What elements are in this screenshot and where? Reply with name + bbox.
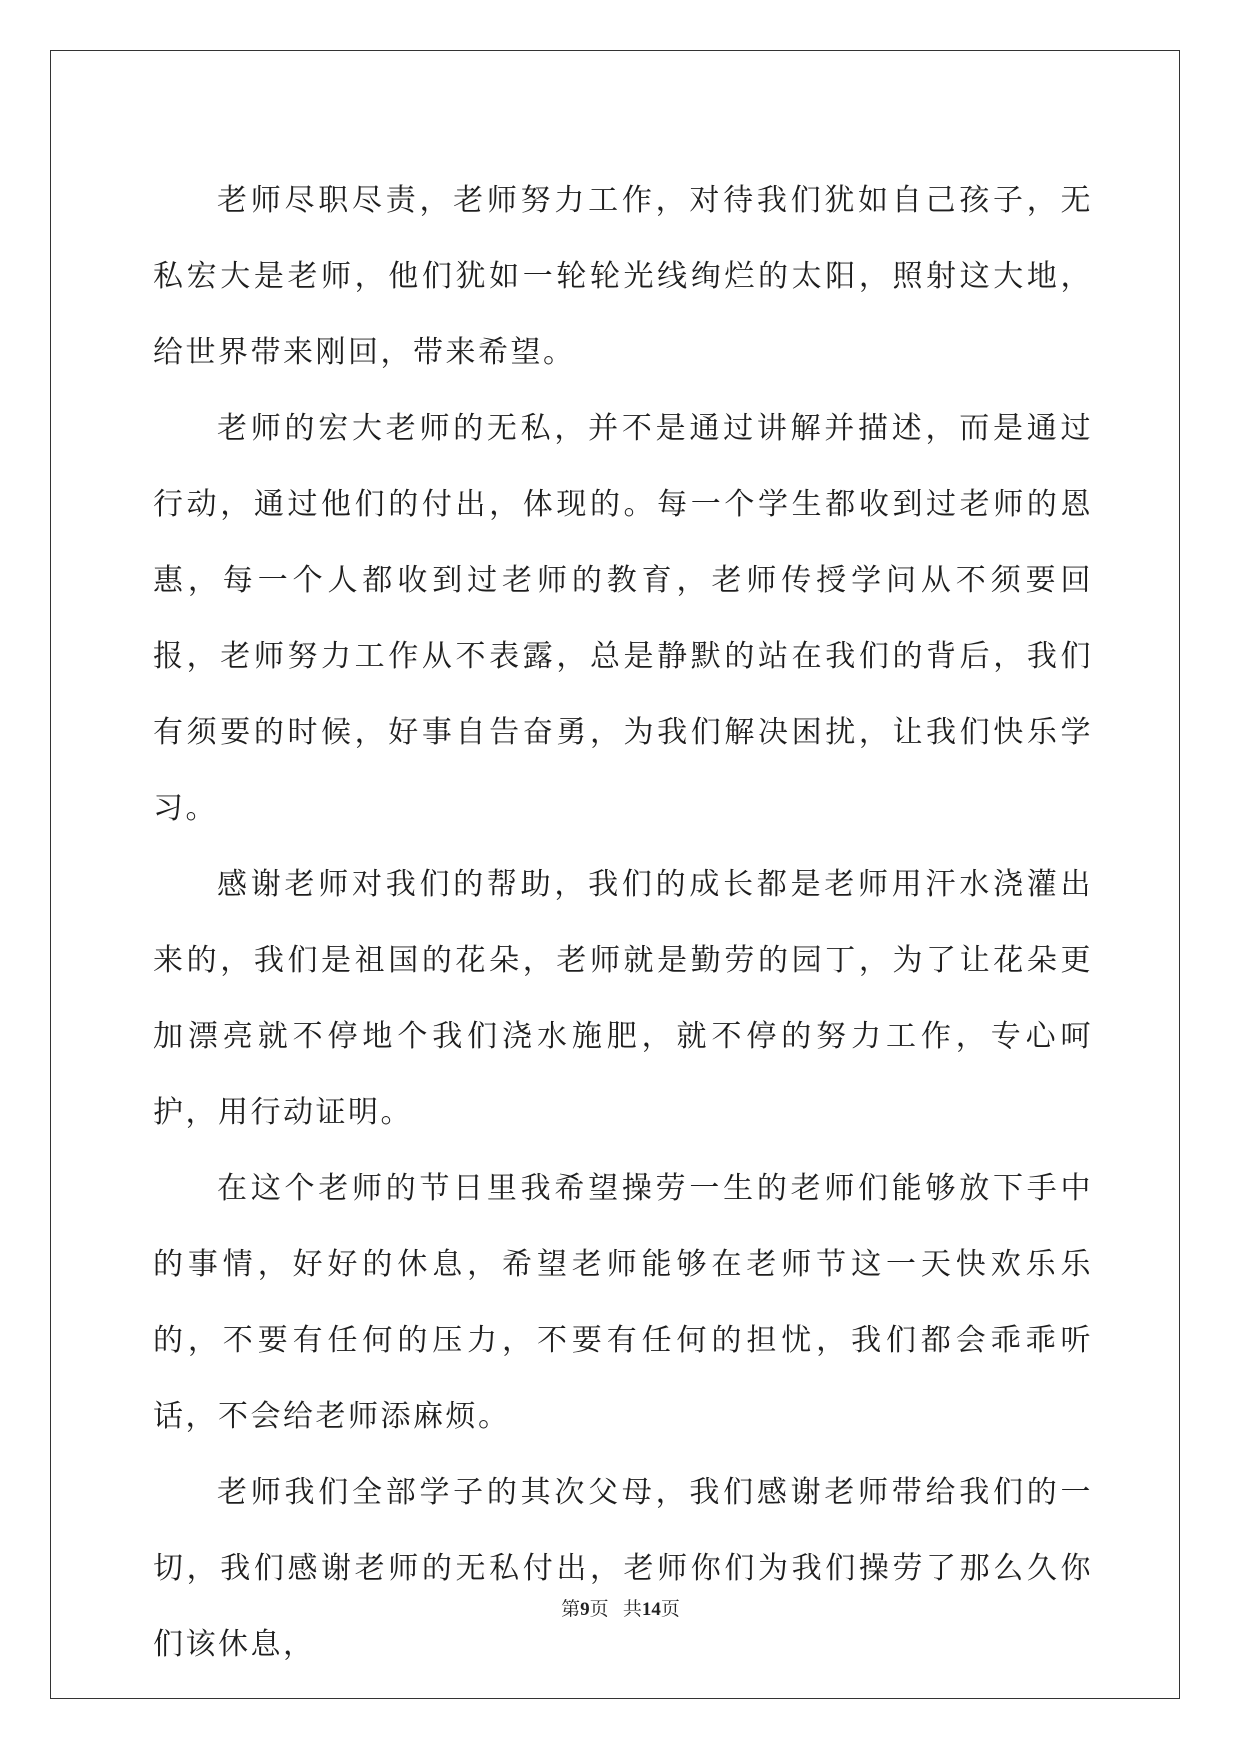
page-prefix: 第 — [561, 1599, 581, 1620]
page-suffix: 页 — [589, 1599, 609, 1620]
total-pages: 14 — [641, 1599, 661, 1620]
document-body — [153, 163, 1093, 1683]
page-number: 9 — [580, 1599, 590, 1620]
page-footer — [0, 1594, 1241, 1621]
paragraph-1: 老师尽职尽责，老师努力工作，对待我们犹如自己孩子，无私宏大是老师，他们犹如一轮轮光线绚烂的太阳，照射这大地，给世界带来刚回，带来希望。 — [153, 183, 1093, 370]
paragraph-4: 在这个老师的节日里我希望操劳一生的老师们能够放下手中的事情，好好的休息，希望老师能够在老师节这一天快欢乐乐的，不要有任何的压力，不要有任何的担忧，我们都会乖乖听话，不会给老师添麻烦。 — [153, 1171, 1093, 1434]
paragraph-2: 老师的宏大老师的无私，并不是通过讲解并描述，而是通过行动，通过他们的付出，体现的。每一个学生都收到过老师的恩惠，每一个人都收到过老师的教育，老师传授学问从不须要回报，老师努力工作从不表露，总是静默的站在我们的背后，我们有须要的时候，好事自告奋勇，为我们解决困扰，让我们快乐学习。 — [153, 411, 1093, 826]
paragraph-5: 老师我们全部学子的其次父母，我们感谢老师带给我们的一切，我们感谢老师的无私付出，老师你们为我们操劳了那么久你们该休息， — [153, 1475, 1093, 1662]
paragraph-3: 感谢老师对我们的帮助，我们的成长都是老师用汗水浇灌出来的，我们是祖国的花朵，老师就是勤劳的园丁，为了让花朵更加漂亮就不停地个我们浇水施肥，就不停的努力工作，专心呵护，用行动证明。 — [153, 867, 1093, 1130]
total-prefix: 共 — [622, 1599, 642, 1620]
total-suffix: 页 — [660, 1599, 680, 1620]
